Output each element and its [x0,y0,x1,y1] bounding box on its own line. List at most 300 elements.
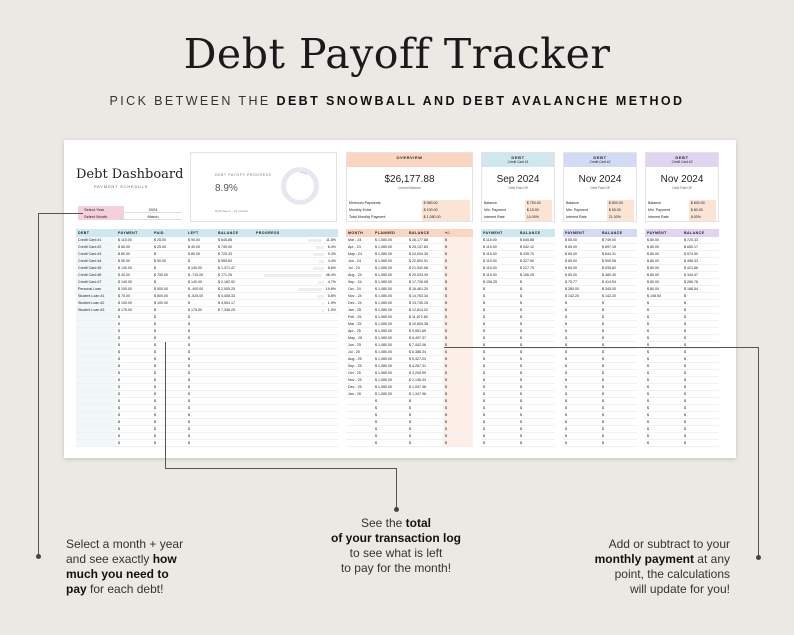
table-cell[interactable]: $ [116,314,152,321]
table-cell[interactable] [216,384,254,391]
table-cell[interactable]: $ [481,398,518,405]
table-cell[interactable] [76,363,116,370]
table-cell[interactable]: $ 4,504.17 [216,300,254,307]
table-cell[interactable] [254,293,338,300]
table-cell[interactable]: $ [443,391,473,398]
table-cell[interactable]: $ [645,307,682,314]
select-month[interactable] [78,213,182,220]
table-cell[interactable]: $ 80.00 [645,258,682,265]
table-cell[interactable]: $ [481,335,518,342]
table-cell[interactable]: $ 106.25 [518,272,555,279]
table-cell[interactable]: $ 80.00 [645,244,682,251]
table-cell[interactable]: $ -525.00 [186,293,216,300]
card-row-value[interactable]: $ 800.00 [689,200,716,207]
table-cell[interactable]: $ [682,433,719,440]
table-cell[interactable]: $ 542.12 [518,244,555,251]
table-cell[interactable]: $ [443,237,473,244]
table-cell[interactable]: $ 40.00 [116,272,152,279]
table-cell[interactable]: $ 142.20 [600,293,637,300]
table-cell[interactable]: $ [682,321,719,328]
table-cell[interactable]: $ [186,426,216,433]
table-cell[interactable]: $ 1,080.00 [373,328,407,335]
table-cell[interactable]: $ 80.00 [645,286,682,293]
table-cell[interactable]: $ [645,314,682,321]
table-cell[interactable]: Jun - 25 [346,342,373,349]
table-cell[interactable] [254,384,338,391]
table-cell[interactable]: $ [563,433,600,440]
table-cell[interactable]: Jun - 24 [346,258,373,265]
table-cell[interactable]: $ 2,182.92 [216,279,254,286]
table-cell[interactable]: $ [563,328,600,335]
table-cell[interactable] [216,321,254,328]
table-cell[interactable]: Sep - 24 [346,279,373,286]
table-cell[interactable]: $ [116,377,152,384]
table-cell[interactable]: $ [645,426,682,433]
table-cell[interactable]: $ 21,542.66 [407,265,443,272]
table-cell[interactable]: $ [645,342,682,349]
table-cell[interactable]: $ [116,398,152,405]
table-cell[interactable]: $ [481,426,518,433]
table-cell[interactable]: $ [443,398,473,405]
table-cell[interactable]: $ 7,442.06 [407,342,443,349]
table-cell[interactable]: $ 1,080.00 [373,251,407,258]
table-cell[interactable]: $ [186,398,216,405]
table-cell[interactable]: $ [518,405,555,412]
table-cell[interactable]: $ [645,328,682,335]
table-cell[interactable]: $ [481,384,518,391]
table-cell[interactable]: $ 115.00 [481,237,518,244]
table-cell[interactable]: $ [600,363,637,370]
table-cell[interactable] [346,440,373,447]
table-cell[interactable]: $ 65.00 [563,237,600,244]
table-cell[interactable]: $ [152,279,186,286]
table-cell[interactable]: $ 2,005.25 [216,286,254,293]
table-cell[interactable] [76,314,116,321]
table-cell[interactable]: $ [373,398,407,405]
table-cell[interactable]: $ [600,342,637,349]
table-cell[interactable]: $ 115.00 [481,265,518,272]
table-cell[interactable]: $ [645,356,682,363]
table-cell[interactable]: $ [186,412,216,419]
table-cell[interactable]: $ [518,391,555,398]
table-cell[interactable]: $ 771.25 [216,272,254,279]
table-cell[interactable]: $ 25.00 [152,244,186,251]
table-cell[interactable]: $ [186,384,216,391]
table-cell[interactable]: $ [186,377,216,384]
table-cell[interactable]: $ [563,419,600,426]
table-cell[interactable]: $ 749.00 [600,237,637,244]
table-cell[interactable]: $ 750.00 [152,272,186,279]
table-cell[interactable]: $ [600,398,637,405]
table-cell[interactable] [216,440,254,447]
table-cell[interactable]: $ 1,080.00 [373,279,407,286]
table-cell[interactable]: $ 90.00 [186,237,216,244]
table-cell[interactable]: $ [186,258,216,265]
table-cell[interactable] [254,440,338,447]
select-month-value[interactable]: March [124,213,182,220]
table-cell[interactable]: $ 1,080.00 [373,314,407,321]
table-cell[interactable]: $ [563,363,600,370]
table-cell[interactable]: Sep - 25 [346,363,373,370]
table-cell[interactable] [254,321,338,328]
table-cell[interactable]: $ [443,251,473,258]
table-cell[interactable] [76,419,116,426]
table-cell[interactable] [216,363,254,370]
table-cell[interactable]: $ [518,356,555,363]
table-cell[interactable]: $ 697.15 [600,244,637,251]
table-cell[interactable]: $ 188.54 [682,286,719,293]
table-cell[interactable] [254,342,338,349]
table-cell[interactable]: Credit Card #5 [76,265,116,272]
table-cell[interactable] [216,412,254,419]
table-cell[interactable]: $ 80.00 [186,251,216,258]
table-cell[interactable]: $ [682,335,719,342]
table-cell[interactable]: $ [682,405,719,412]
table-cell[interactable]: $ [186,370,216,377]
table-cell[interactable]: $ [186,405,216,412]
table-cell[interactable] [76,426,116,433]
table-cell[interactable]: $ 25.00 [152,237,186,244]
table-cell[interactable]: $ [481,328,518,335]
table-cell[interactable] [216,419,254,426]
table-cell[interactable]: $ 7,336.25 [216,307,254,314]
table-cell[interactable]: $ [563,426,600,433]
table-cell[interactable]: $ 65.00 [563,272,600,279]
table-cell[interactable]: $ [682,293,719,300]
table-cell[interactable]: Aug - 24 [346,272,373,279]
table-cell[interactable]: $ [481,342,518,349]
card-row-value[interactable]: $ 980.00 [422,200,470,207]
table-cell[interactable]: $ [443,370,473,377]
table-cell[interactable]: $ 80.00 [645,237,682,244]
table-cell[interactable]: $ 1,080.00 [373,335,407,342]
table-cell[interactable]: $ [481,307,518,314]
table-cell[interactable]: $ [682,426,719,433]
table-cell[interactable]: $ [152,405,186,412]
table-cell[interactable]: $ [645,335,682,342]
table-cell[interactable]: $ [481,349,518,356]
table-cell[interactable] [254,328,338,335]
table-cell[interactable] [254,419,338,426]
table-cell[interactable]: $ [443,440,473,447]
table-cell[interactable]: $ 498.33 [682,258,719,265]
table-cell[interactable]: $ [645,370,682,377]
table-cell[interactable]: $ 1,080.00 [373,370,407,377]
table-cell[interactable]: $ 80.00 [645,272,682,279]
table-cell[interactable]: $ [682,314,719,321]
table-cell[interactable]: $ [443,307,473,314]
table-cell[interactable]: $ [481,405,518,412]
table-cell[interactable]: $ 80.00 [645,265,682,272]
table-cell[interactable]: $ [116,412,152,419]
table-cell[interactable]: $ 24,004.35 [407,251,443,258]
table-cell[interactable]: $ [116,363,152,370]
table-cell[interactable]: $ 25,137.83 [407,244,443,251]
table-cell[interactable]: $ [443,335,473,342]
table-cell[interactable]: $ [407,419,443,426]
table-cell[interactable]: $ 500.00 [152,286,186,293]
table-cell[interactable]: $ [152,265,186,272]
table-cell[interactable]: $ [600,426,637,433]
table-cell[interactable]: $ [443,286,473,293]
table-cell[interactable]: $ [518,342,555,349]
table-cell[interactable]: $ 40.00 [186,244,216,251]
table-cell[interactable] [346,433,373,440]
table-cell[interactable]: $ 1,057.36 [407,384,443,391]
table-cell[interactable]: $ [152,433,186,440]
table-cell[interactable]: $ [600,328,637,335]
table-cell[interactable]: $ 1,080.00 [373,363,407,370]
table-cell[interactable]: $ [116,335,152,342]
table-cell[interactable]: $ [600,384,637,391]
table-cell[interactable]: $ 80.00 [116,251,152,258]
table-cell[interactable]: $ [518,286,555,293]
table-cell[interactable]: $ [443,433,473,440]
table-cell[interactable] [254,300,338,307]
table-cell[interactable] [254,377,338,384]
table-cell[interactable]: $ 217.79 [518,265,555,272]
table-cell[interactable]: $ [645,321,682,328]
table-cell[interactable]: $ 20,033.39 [407,272,443,279]
table-cell[interactable]: $ [682,384,719,391]
table-cell[interactable] [254,286,338,293]
table-cell[interactable]: $ [443,405,473,412]
table-cell[interactable]: $ 17,726.08 [407,279,443,286]
table-cell[interactable]: $ [373,426,407,433]
table-cell[interactable]: $ [481,377,518,384]
table-cell[interactable]: $ [518,293,555,300]
table-cell[interactable]: $ 600.00 [152,293,186,300]
table-cell[interactable]: $ 26,177.88 [407,237,443,244]
table-cell[interactable] [216,335,254,342]
table-cell[interactable] [216,342,254,349]
table-cell[interactable]: $ [645,419,682,426]
table-cell[interactable]: $ [682,412,719,419]
table-cell[interactable]: $ [186,391,216,398]
table-cell[interactable]: Oct - 24 [346,286,373,293]
table-cell[interactable]: Nov - 24 [346,293,373,300]
table-cell[interactable]: $ [600,391,637,398]
card-row-value[interactable]: $ 800.00 [607,200,634,207]
table-cell[interactable]: $ 2,136.43 [407,377,443,384]
table-cell[interactable]: $ 6,386.34 [407,349,443,356]
table-cell[interactable]: $ [152,251,186,258]
table-cell[interactable] [76,377,116,384]
table-cell[interactable]: $ 645.88 [216,237,254,244]
table-cell[interactable]: $ [186,300,216,307]
table-cell[interactable]: $ 140.00 [186,279,216,286]
table-cell[interactable]: $ [518,321,555,328]
table-cell[interactable] [346,405,373,412]
table-cell[interactable]: $ 1,080.00 [373,356,407,363]
table-cell[interactable]: $ 749.00 [216,244,254,251]
table-cell[interactable] [216,426,254,433]
table-cell[interactable] [216,328,254,335]
table-cell[interactable]: $ [518,279,555,286]
table-cell[interactable]: $ [152,314,186,321]
table-cell[interactable]: $ [518,419,555,426]
table-cell[interactable]: $ [563,398,600,405]
table-cell[interactable] [76,391,116,398]
table-cell[interactable]: $ [600,335,637,342]
table-cell[interactable]: $ [186,335,216,342]
table-cell[interactable]: $ [563,384,600,391]
select-year-value[interactable]: 2024 [124,206,182,213]
table-cell[interactable]: Apr - 24 [346,244,373,251]
table-cell[interactable]: $ [373,405,407,412]
table-cell[interactable] [216,356,254,363]
table-cell[interactable]: $ 327.60 [518,258,555,265]
table-cell[interactable]: $ 1,080.00 [373,272,407,279]
card-row-value[interactable]: $ 1,080.00 [422,214,470,221]
table-cell[interactable]: Dec - 24 [346,300,373,307]
table-cell[interactable] [254,258,338,265]
table-cell[interactable]: $ [563,349,600,356]
table-cell[interactable]: Credit Card #3 [76,251,116,258]
table-cell[interactable]: $ [116,426,152,433]
table-cell[interactable]: $ [600,307,637,314]
table-cell[interactable]: $ 106.25 [481,279,518,286]
table-cell[interactable]: $ 725.33 [216,251,254,258]
table-cell[interactable]: $ [443,412,473,419]
table-cell[interactable]: $ [518,377,555,384]
table-cell[interactable]: $ 1,371.47 [216,265,254,272]
table-cell[interactable]: $ [407,405,443,412]
table-cell[interactable]: $ [186,419,216,426]
table-cell[interactable]: $ [152,426,186,433]
table-cell[interactable]: $ [407,433,443,440]
table-cell[interactable]: $ [600,433,637,440]
table-cell[interactable]: Jul - 25 [346,349,373,356]
table-cell[interactable]: $ [645,391,682,398]
table-cell[interactable] [254,363,338,370]
table-cell[interactable]: $ [152,440,186,447]
table-cell[interactable]: $ [152,335,186,342]
table-cell[interactable]: $ 80.00 [645,279,682,286]
table-cell[interactable]: $ [645,300,682,307]
table-cell[interactable] [346,398,373,405]
table-cell[interactable]: $ [645,349,682,356]
table-cell[interactable] [254,349,338,356]
table-cell[interactable]: $ 574.50 [682,251,719,258]
table-cell[interactable]: Aug - 25 [346,356,373,363]
card-row-value[interactable]: $ 65.00 [607,207,634,214]
table-cell[interactable]: $ 75.77 [563,279,600,286]
table-cell[interactable]: $ [563,342,600,349]
table-cell[interactable]: Student Loan #1 [76,293,116,300]
table-cell[interactable]: $ 1,080.00 [373,307,407,314]
table-cell[interactable]: $ [481,391,518,398]
table-cell[interactable]: $ [518,440,555,447]
table-cell[interactable]: $ [443,349,473,356]
table-cell[interactable]: May - 25 [346,335,373,342]
table-cell[interactable]: $ 1,080.00 [373,349,407,356]
table-cell[interactable]: $ 8,497.37 [407,335,443,342]
table-cell[interactable]: $ [481,300,518,307]
table-cell[interactable]: $ [682,440,719,447]
table-cell[interactable]: $ [563,321,600,328]
table-cell[interactable]: $ [116,440,152,447]
table-cell[interactable]: $ [682,377,719,384]
table-cell[interactable] [76,433,116,440]
table-cell[interactable]: $ [600,405,637,412]
table-cell[interactable]: $ 1,080.00 [373,342,407,349]
table-cell[interactable] [216,405,254,412]
table-cell[interactable]: $ [481,370,518,377]
table-cell[interactable] [76,321,116,328]
table-cell[interactable]: $ 10,603.38 [407,321,443,328]
table-cell[interactable]: $ [152,342,186,349]
table-cell[interactable]: $ [443,328,473,335]
table-cell[interactable]: $ 22,802.51 [407,258,443,265]
table-cell[interactable]: $ 590.08 [600,258,637,265]
table-cell[interactable]: $ [481,412,518,419]
table-cell[interactable]: $ 9,551.69 [407,328,443,335]
card-row-value[interactable]: $ 15.00 [525,207,552,214]
table-cell[interactable]: $ [186,349,216,356]
table-cell[interactable]: $ [152,391,186,398]
table-cell[interactable]: $ [116,419,152,426]
table-cell[interactable]: $ [152,349,186,356]
table-cell[interactable]: $ [152,328,186,335]
table-cell[interactable]: $ [518,314,555,321]
table-cell[interactable]: $ [186,363,216,370]
table-cell[interactable]: $ 3,205.99 [407,370,443,377]
table-cell[interactable]: $ [407,440,443,447]
table-cell[interactable] [76,342,116,349]
table-cell[interactable]: $ [682,391,719,398]
table-cell[interactable]: $ 175.00 [116,307,152,314]
table-cell[interactable]: $ [481,356,518,363]
table-cell[interactable]: $ 955.83 [216,258,254,265]
table-cell[interactable] [216,377,254,384]
table-cell[interactable]: $ [116,328,152,335]
table-cell[interactable] [254,391,338,398]
table-cell[interactable]: Credit Card #1 [76,237,116,244]
table-cell[interactable] [254,265,338,272]
table-cell[interactable]: $ 5,327.23 [407,356,443,363]
table-cell[interactable]: $ [443,258,473,265]
table-cell[interactable]: $ [600,377,637,384]
table-cell[interactable]: $ [682,356,719,363]
table-cell[interactable]: $ [443,419,473,426]
table-cell[interactable]: Jan - 25 [346,307,373,314]
table-cell[interactable] [254,433,338,440]
table-cell[interactable]: $ 1,080.00 [373,391,407,398]
table-cell[interactable] [216,314,254,321]
table-cell[interactable]: $ [481,433,518,440]
table-cell[interactable]: $ 1,080.00 [373,265,407,272]
table-cell[interactable]: $ [481,440,518,447]
table-cell[interactable]: $ [443,300,473,307]
table-cell[interactable]: $ [645,412,682,419]
table-cell[interactable] [76,384,116,391]
table-cell[interactable]: $ [443,293,473,300]
table-cell[interactable]: $ [600,356,637,363]
table-cell[interactable] [216,433,254,440]
table-cell[interactable]: $ [682,398,719,405]
table-cell[interactable] [254,244,338,251]
table-cell[interactable]: $ [373,419,407,426]
table-cell[interactable] [216,391,254,398]
table-cell[interactable]: $ [600,370,637,377]
table-cell[interactable]: $ [116,321,152,328]
table-cell[interactable]: $ [443,426,473,433]
table-cell[interactable]: $ [116,384,152,391]
table-cell[interactable]: $ [645,377,682,384]
table-cell[interactable]: $ [682,307,719,314]
table-cell[interactable] [254,314,338,321]
